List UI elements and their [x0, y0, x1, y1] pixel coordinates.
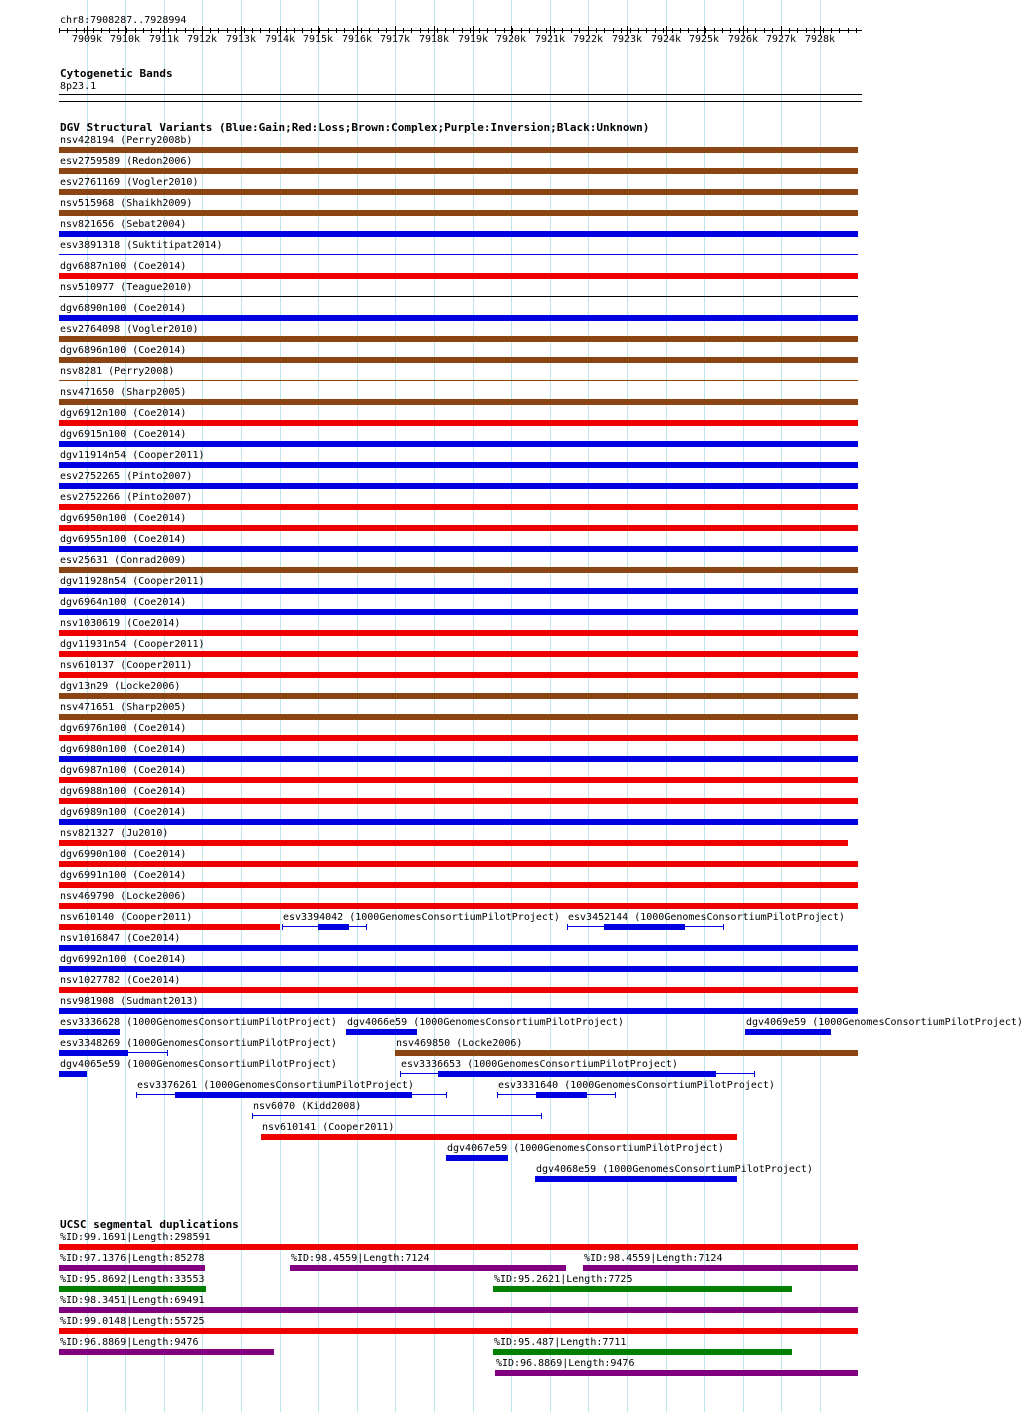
ruler-minor-tick [621, 28, 622, 33]
variant-label[interactable]: nsv8281 (Perry2008) [60, 366, 175, 377]
ruler-minor-tick [311, 28, 312, 33]
ruler-tick-label: 7920k [495, 34, 527, 45]
position-label: chr8:7908287..7928994 [60, 15, 187, 26]
variant-label[interactable]: nsv471651 (Sharp2005) [60, 702, 187, 713]
ruler-minor-tick [420, 28, 421, 33]
variant-end-tick [446, 1092, 447, 1098]
variant-label[interactable]: nsv1027782 (Coe2014) [60, 975, 181, 986]
variant-label[interactable]: nsv610141 (Cooper2011) [262, 1122, 395, 1133]
ruler-minor-tick [445, 28, 446, 33]
variant-bar-line[interactable] [252, 1115, 542, 1116]
ruler-minor-tick [579, 28, 580, 33]
variant-label[interactable]: nsv1016847 (Coe2014) [60, 933, 181, 944]
ruler-tick-label: 7917k [379, 34, 411, 45]
variant-end-tick [366, 924, 367, 930]
variant-label[interactable]: dgv6964n100 (Coe2014) [60, 597, 187, 608]
variant-bar[interactable] [535, 1176, 737, 1182]
ruler-minor-tick [831, 28, 832, 33]
ruler-minor-tick [185, 28, 186, 33]
variant-core-bar[interactable] [175, 1092, 412, 1098]
variant-bar[interactable] [59, 189, 858, 195]
segdup-label[interactable]: %ID:98.4559|Length:7124 [291, 1253, 430, 1264]
ruler-minor-tick [638, 28, 639, 33]
ruler-minor-tick [672, 28, 673, 33]
variant-bar-thin[interactable] [59, 380, 858, 381]
segdup-label[interactable]: %ID:96.8869|Length:9476 [496, 1358, 635, 1369]
variant-core-bar[interactable] [536, 1092, 587, 1098]
variant-bar[interactable] [59, 903, 858, 909]
variant-label[interactable]: esv3452144 (1000GenomesConsortiumPilotProject) [568, 912, 845, 923]
ruler-minor-tick [168, 28, 169, 33]
variant-bar[interactable] [59, 315, 858, 321]
ruler-minor-tick [109, 28, 110, 33]
variant-bar[interactable] [59, 966, 858, 972]
ruler-minor-tick [571, 28, 572, 33]
variant-label[interactable]: dgv6887n100 (Coe2014) [60, 261, 187, 272]
segdup-bar[interactable] [583, 1265, 858, 1271]
ruler-minor-tick [705, 28, 706, 33]
segdup-bar[interactable] [290, 1265, 566, 1271]
ruler-minor-tick [126, 28, 127, 33]
ruler-minor-tick [193, 28, 194, 33]
ruler-minor-tick [302, 28, 303, 33]
ruler-minor-tick [604, 28, 605, 33]
variant-label[interactable]: dgv6980n100 (Coe2014) [60, 744, 187, 755]
ruler-minor-tick [797, 28, 798, 33]
ruler-minor-tick [453, 28, 454, 33]
variant-bar[interactable] [59, 147, 858, 153]
variant-bar[interactable] [59, 567, 858, 573]
ruler-minor-tick [839, 28, 840, 33]
ruler-tick-label: 7913k [225, 34, 257, 45]
ruler-minor-tick [93, 28, 94, 33]
segdup-bar[interactable] [495, 1370, 858, 1376]
ruler-tick-label: 7923k [611, 34, 643, 45]
variant-label[interactable]: nsv610137 (Cooper2011) [60, 660, 193, 671]
ruler-minor-tick [260, 28, 261, 33]
ruler-minor-tick [487, 28, 488, 33]
variant-label[interactable]: dgv13n29 (Locke2006) [60, 681, 181, 692]
segdup-label[interactable]: %ID:95.487|Length:7711 [494, 1337, 627, 1348]
ruler-minor-tick [143, 28, 144, 33]
variant-bar[interactable] [59, 483, 858, 489]
ruler-minor-tick [848, 28, 849, 33]
segdup-label[interactable]: %ID:95.8692|Length:33553 [60, 1274, 205, 1285]
variant-label[interactable]: dgv6991n100 (Coe2014) [60, 870, 187, 881]
cytoband-bottom-line [59, 101, 862, 102]
ruler-minor-tick [101, 28, 102, 33]
variant-label[interactable]: dgv6989n100 (Coe2014) [60, 807, 187, 818]
variant-label[interactable]: esv3336653 (1000GenomesConsortiumPilotProject) [401, 1059, 678, 1070]
variant-bar[interactable] [59, 420, 858, 426]
variant-label[interactable]: dgv6912n100 (Coe2014) [60, 408, 187, 419]
variant-label[interactable]: esv2761169 (Vogler2010) [60, 177, 199, 188]
variant-label[interactable]: dgv4066e59 (1000GenomesConsortiumPilotProject) [347, 1017, 624, 1028]
variant-label[interactable]: dgv11931n54 (Cooper2011) [60, 639, 205, 650]
variant-label[interactable]: nsv610140 (Cooper2011) [60, 912, 193, 923]
segdup-bar[interactable] [59, 1349, 274, 1355]
cytoband-track-title: Cytogenetic Bands [60, 67, 173, 80]
ruler-tick-label: 7912k [186, 34, 218, 45]
variant-bar[interactable] [59, 441, 858, 447]
variant-bar[interactable] [59, 210, 858, 216]
variant-label[interactable]: esv3376261 (1000GenomesConsortiumPilotProject) [137, 1080, 414, 1091]
variant-end-tick [754, 1071, 755, 1077]
variant-label[interactable]: dgv4065e59 (1000GenomesConsortiumPilotProject) [60, 1059, 337, 1070]
variant-bar[interactable] [59, 840, 848, 846]
ruler-minor-tick [378, 28, 379, 33]
variant-bar[interactable] [59, 672, 858, 678]
ruler-minor-tick [218, 28, 219, 33]
ruler-minor-tick [160, 28, 161, 33]
ruler-minor-tick [437, 28, 438, 33]
variant-bar[interactable] [59, 609, 858, 615]
variant-bar[interactable] [59, 693, 858, 699]
cytoband-top-line [59, 94, 862, 95]
ruler-minor-tick [537, 28, 538, 33]
variant-label[interactable]: nsv821656 (Sebat2004) [60, 219, 187, 230]
ruler-minor-tick [504, 28, 505, 33]
variant-bar[interactable] [59, 798, 858, 804]
ruler-minor-tick [856, 28, 857, 33]
ruler-minor-tick [470, 28, 471, 33]
ruler-tick-label: 7909k [71, 34, 103, 45]
ruler-minor-tick [512, 28, 513, 33]
ruler-minor-tick [252, 28, 253, 33]
variant-label[interactable]: dgv4068e59 (1000GenomesConsortiumPilotProject) [536, 1164, 813, 1175]
ruler-minor-tick [739, 28, 740, 33]
ruler-minor-tick [529, 28, 530, 33]
ruler-minor-tick [613, 28, 614, 33]
variant-label[interactable]: dgv4069e59 (1000GenomesConsortiumPilotProject) [746, 1017, 1023, 1028]
variant-bar[interactable] [59, 1008, 858, 1014]
ruler-minor-tick [462, 28, 463, 33]
variant-bar[interactable] [59, 651, 858, 657]
ruler-minor-tick [755, 28, 756, 33]
variant-end-tick [723, 924, 724, 930]
segdup-label[interactable]: %ID:98.3451|Length:69491 [60, 1295, 205, 1306]
variant-core-bar[interactable] [318, 924, 349, 930]
variant-bar[interactable] [59, 231, 858, 237]
variant-bar[interactable] [59, 945, 858, 951]
variant-bar[interactable] [59, 861, 858, 867]
ruler-minor-tick [135, 28, 136, 33]
ruler-tick-label: 7927k [765, 34, 797, 45]
variant-label[interactable]: dgv6896n100 (Coe2014) [60, 345, 187, 356]
variant-label[interactable]: nsv469790 (Locke2006) [60, 891, 187, 902]
ruler-minor-tick [244, 28, 245, 33]
variant-label[interactable]: dgv6915n100 (Coe2014) [60, 429, 187, 440]
variant-label[interactable]: dgv6890n100 (Coe2014) [60, 303, 187, 314]
ruler-minor-tick [361, 28, 362, 33]
variant-end-tick [167, 1050, 168, 1056]
segdup-label[interactable]: %ID:98.4559|Length:7124 [584, 1253, 723, 1264]
variant-label[interactable]: nsv510977 (Teague2010) [60, 282, 193, 293]
variant-bar[interactable] [59, 630, 858, 636]
variant-label[interactable]: nsv821327 (Ju2010) [60, 828, 169, 839]
segdup-bar[interactable] [59, 1244, 858, 1250]
ruler-minor-tick [84, 28, 85, 33]
ruler-minor-tick [319, 28, 320, 33]
cytoband-label[interactable]: 8p23.1 [60, 81, 97, 92]
ruler-minor-tick [286, 28, 287, 33]
variant-bar[interactable] [59, 1029, 120, 1035]
variant-end-tick [252, 1113, 253, 1119]
ruler-minor-tick [403, 28, 404, 33]
ruler-tick-label: 7924k [650, 34, 682, 45]
variant-bar[interactable] [59, 882, 858, 888]
variant-bar[interactable] [59, 714, 858, 720]
variant-label[interactable]: dgv6976n100 (Coe2014) [60, 723, 187, 734]
ruler-minor-tick [630, 28, 631, 33]
variant-end-tick [497, 1092, 498, 1098]
ruler-tick-label: 7911k [148, 34, 180, 45]
variant-core-bar[interactable] [59, 1050, 128, 1056]
variant-label[interactable]: nsv471650 (Sharp2005) [60, 387, 187, 398]
ruler-minor-tick [277, 28, 278, 33]
ruler-minor-tick [386, 28, 387, 33]
ruler-minor-tick [806, 28, 807, 33]
ruler-minor-tick [328, 28, 329, 33]
segdup-bar[interactable] [59, 1286, 206, 1292]
ruler-minor-tick [353, 28, 354, 33]
variant-bar[interactable] [59, 777, 858, 783]
variant-bar[interactable] [59, 756, 858, 762]
variant-label[interactable]: esv3348269 (1000GenomesConsortiumPilotProject) [60, 1038, 337, 1049]
ruler-minor-tick [772, 28, 773, 33]
ruler-minor-tick [789, 28, 790, 33]
variant-label[interactable]: esv2764098 (Vogler2010) [60, 324, 199, 335]
ruler-tick-label: 7926k [727, 34, 759, 45]
variant-bar[interactable] [346, 1029, 417, 1035]
ruler-minor-tick [269, 28, 270, 33]
ruler-minor-tick [546, 28, 547, 33]
variant-label[interactable]: dgv6990n100 (Coe2014) [60, 849, 187, 860]
variant-bar[interactable] [59, 924, 280, 930]
ruler-minor-tick [344, 28, 345, 33]
variant-bar-thin[interactable] [59, 254, 858, 255]
ruler-minor-tick [67, 28, 68, 33]
ruler-minor-tick [521, 28, 522, 33]
segdup-label[interactable]: %ID:99.1691|Length:298591 [60, 1232, 211, 1243]
variant-end-tick [400, 1071, 401, 1077]
ruler-tick-label: 7919k [457, 34, 489, 45]
variant-bar[interactable] [745, 1029, 831, 1035]
variant-label[interactable]: esv2752265 (Pinto2007) [60, 471, 193, 482]
ruler-minor-tick [764, 28, 765, 33]
variant-label[interactable]: dgv6955n100 (Coe2014) [60, 534, 187, 545]
ruler-minor-tick [369, 28, 370, 33]
variant-label[interactable]: nsv428194 (Perry2008b) [60, 135, 193, 146]
ruler-tick-label: 7914k [264, 34, 296, 45]
variant-label[interactable]: nsv515968 (Shaikh2009) [60, 198, 193, 209]
variant-bar[interactable] [59, 336, 858, 342]
ruler-minor-tick [823, 28, 824, 33]
variant-label[interactable]: esv2752266 (Pinto2007) [60, 492, 193, 503]
variant-bar[interactable] [59, 588, 858, 594]
ruler-tick-label: 7928k [804, 34, 836, 45]
variant-bar[interactable] [59, 987, 858, 993]
ruler-minor-tick [688, 28, 689, 33]
variant-bar[interactable] [59, 357, 858, 363]
variant-bar[interactable] [59, 462, 858, 468]
ruler-minor-tick [294, 28, 295, 33]
variant-bar[interactable] [59, 819, 858, 825]
segdup-bar[interactable] [59, 1307, 858, 1313]
ruler-minor-tick [59, 28, 60, 33]
variant-label[interactable]: dgv6988n100 (Coe2014) [60, 786, 187, 797]
ruler-minor-tick [176, 28, 177, 33]
variant-bar[interactable] [261, 1134, 737, 1140]
variant-label[interactable]: dgv6987n100 (Coe2014) [60, 765, 187, 776]
ruler-minor-tick [730, 28, 731, 33]
ruler-minor-tick [814, 28, 815, 33]
variant-bar[interactable] [446, 1155, 508, 1161]
ruler-minor-tick [227, 28, 228, 33]
variant-end-tick [615, 1092, 616, 1098]
ruler-minor-tick [722, 28, 723, 33]
ruler-minor-tick [76, 28, 77, 33]
variant-bar[interactable] [59, 546, 858, 552]
ruler-minor-tick [562, 28, 563, 33]
ruler-minor-tick [646, 28, 647, 33]
ruler-tick-label: 7916k [341, 34, 373, 45]
variant-label[interactable]: esv2759589 (Redon2006) [60, 156, 193, 167]
ruler-tick-label: 7921k [534, 34, 566, 45]
ruler-tick-label: 7922k [572, 34, 604, 45]
segdup-label[interactable]: %ID:99.0148|Length:55725 [60, 1316, 205, 1327]
variant-label[interactable]: nsv981908 (Sudmant2013) [60, 996, 199, 1007]
variant-label[interactable]: dgv4067e59 (1000GenomesConsortiumPilotProject) [447, 1143, 724, 1154]
variant-end-tick [282, 924, 283, 930]
variant-bar[interactable] [59, 735, 858, 741]
ruler-minor-tick [151, 28, 152, 33]
segdup-label[interactable]: %ID:96.8869|Length:9476 [60, 1337, 199, 1348]
ruler-minor-tick [554, 28, 555, 33]
ruler-minor-tick [210, 28, 211, 33]
variant-label[interactable]: nsv1030619 (Coe2014) [60, 618, 181, 629]
variant-end-tick [541, 1113, 542, 1119]
ruler-minor-tick [479, 28, 480, 33]
ruler-line [59, 30, 862, 31]
segdup-bar[interactable] [493, 1349, 792, 1355]
variant-label[interactable]: esv3394042 (1000GenomesConsortiumPilotProject) [283, 912, 560, 923]
ruler-minor-tick [663, 28, 664, 33]
ruler-minor-tick [336, 28, 337, 33]
variant-end-tick [567, 924, 568, 930]
ruler-minor-tick [714, 28, 715, 33]
ruler-minor-tick [411, 28, 412, 33]
ruler-minor-tick [428, 28, 429, 33]
variant-label[interactable]: dgv6992n100 (Coe2014) [60, 954, 187, 965]
variant-bar[interactable] [59, 504, 858, 510]
variant-label[interactable]: esv3891318 (Suktitipat2014) [60, 240, 223, 251]
variant-label[interactable]: nsv469850 (Locke2006) [396, 1038, 523, 1049]
ruler-tick-label: 7915k [302, 34, 334, 45]
variant-label[interactable]: dgv11914n54 (Cooper2011) [60, 450, 205, 461]
variant-end-tick [136, 1092, 137, 1098]
variant-label[interactable]: esv25631 (Conrad2009) [60, 555, 187, 566]
ruler-tick-label: 7925k [688, 34, 720, 45]
variant-bar[interactable] [59, 1071, 87, 1077]
ruler-minor-tick [680, 28, 681, 33]
ruler-tick-label: 7918k [418, 34, 450, 45]
dgv-track-title: DGV Structural Variants (Blue:Gain;Red:Loss;Brown:Complex;Purple:Inversion;Black:Unknown) [60, 121, 650, 134]
segdup-bar[interactable] [59, 1328, 858, 1334]
variant-label[interactable]: esv3336628 (1000GenomesConsortiumPilotProject) [60, 1017, 337, 1028]
ruler-minor-tick [596, 28, 597, 33]
segdup-bar[interactable] [59, 1265, 205, 1271]
variant-bar[interactable] [59, 399, 858, 405]
variant-bar[interactable] [59, 168, 858, 174]
segdup-bar[interactable] [493, 1286, 792, 1292]
variant-core-bar[interactable] [604, 924, 685, 930]
ruler-minor-tick [495, 28, 496, 33]
variant-label[interactable]: dgv6950n100 (Coe2014) [60, 513, 187, 524]
segdup-label[interactable]: %ID:95.2621|Length:7725 [494, 1274, 633, 1285]
ruler-minor-tick [747, 28, 748, 33]
variant-bar-thin[interactable] [59, 296, 858, 297]
ruler-minor-tick [697, 28, 698, 33]
variant-bar[interactable] [59, 273, 858, 279]
ruler-minor-tick [118, 28, 119, 33]
segdup-track-title: UCSC segmental duplications [60, 1218, 239, 1231]
variant-label[interactable]: esv3331640 (1000GenomesConsortiumPilotProject) [498, 1080, 775, 1091]
variant-bar[interactable] [59, 525, 858, 531]
variant-label[interactable]: dgv11928n54 (Cooper2011) [60, 576, 205, 587]
variant-core-bar[interactable] [438, 1071, 716, 1077]
segdup-label[interactable]: %ID:97.1376|Length:85278 [60, 1253, 205, 1264]
ruler-minor-tick [655, 28, 656, 33]
ruler-tick-label: 7910k [109, 34, 141, 45]
variant-label[interactable]: nsv6070 (Kidd2008) [253, 1101, 362, 1112]
ruler-minor-tick [235, 28, 236, 33]
variant-bar[interactable] [395, 1050, 858, 1056]
